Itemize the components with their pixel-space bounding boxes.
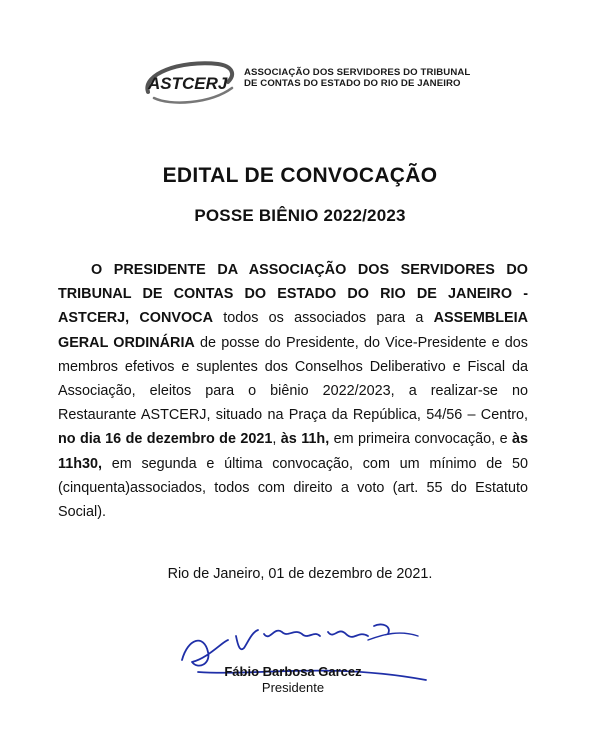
convocation-paragraph: [58, 258, 528, 524]
dateline: Rio de Janeiro, 01 de dezembro de 2021.: [167, 566, 433, 582]
body-segment-5: no dia 16 de dezembro de 2021: [58, 431, 273, 448]
signer-role: Presidente: [261, 680, 325, 695]
association-name-line1: ASSOCIAÇÃO DOS SERVIDORES DO TRIBUNAL: [244, 67, 471, 78]
body-segment-4: de posse do Presidente, do Vice-Presidente e dos membros efetivos e suplentes dos Conselhos Deliberativo e Fiscal da Associação, eleitos para o biênio 2022/2023, a realizar-se no Restaurante ASTCERJ, situado na Praça da República, 54/56 – Centro,: [58, 334, 529, 424]
signer-name: Fábio Barbosa Garcez: [224, 664, 362, 679]
body-segment-1: O PRESIDENTE DA ASSOCIAÇÃO DOS SERVIDORES DO TRIBUNAL DE CONTAS DO ESTADO DO RIO DE JANEIRO - ASTCERJ, CONVOCA: [58, 262, 528, 327]
association-name: [244, 67, 470, 89]
body-segment-7: às 11h,: [280, 431, 330, 448]
body-segment-9: às 11h30,: [58, 431, 528, 472]
body-segment-2: todos os associados para a: [212, 310, 434, 327]
document-title: EDITAL DE CONVOCAÇÃO: [162, 164, 438, 187]
body-segment-10: em segunda e última convocação, com um mínimo de 50 (cinquenta)associados, todos com direito a voto (art. 55 do Estatuto Social).: [58, 455, 528, 521]
body-segment-3: ASSEMBLEIA GERAL ORDINÁRIA: [58, 310, 528, 351]
astcerj-logo: [140, 52, 240, 110]
logo-text: ASTCERJ: [148, 74, 228, 93]
association-name-line2: DE CONTAS DO ESTADO DO RIO DE JANEIRO: [244, 78, 461, 89]
body-segment-8: em primeira convocação, e: [329, 431, 512, 448]
letterhead: [140, 52, 470, 110]
body-segment-6: ,: [272, 431, 281, 448]
document-subtitle: POSSE BIÊNIO 2022/2023: [194, 206, 406, 225]
